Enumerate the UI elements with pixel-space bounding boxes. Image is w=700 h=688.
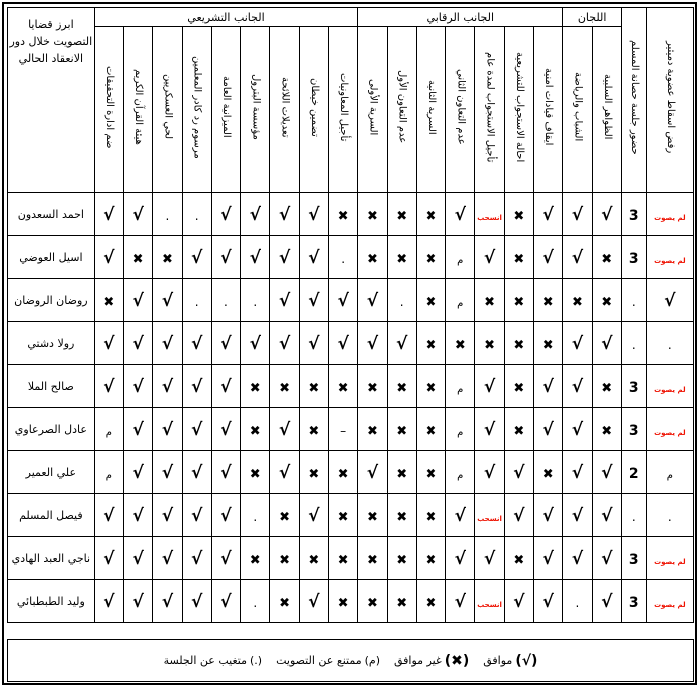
vote-legislative-7: ✖ [299,537,328,580]
vote-oversight-6: ✖ [533,451,562,494]
vote-oversight-2: ✖ [416,236,445,279]
vote-legislative-1: √ [123,537,152,580]
vote-legislative-5: . [241,580,270,623]
vote-legislative-3: √ [182,236,211,279]
vote-oversight-2: ✖ [416,322,445,365]
corner-title: ابرز قضايا التصويت خلال دور الانعقاد الحالي [8,8,95,193]
vote-legislative-2: √ [153,580,182,623]
vote-legislative-6: √ [270,193,299,236]
vote-legislative-1: √ [123,408,152,451]
vote-legislative-0: √ [94,494,123,537]
vote-legislative-4: √ [211,580,240,623]
vote-committees-1: √ [592,322,621,365]
vote-legislative-2: √ [153,451,182,494]
vote-reject-membership: لم يصوت [646,236,693,279]
col-header-committees-1: الظواهر السلبية [592,27,621,193]
vote-committees-0: √ [563,322,592,365]
vote-legislative-5: ✖ [241,365,270,408]
table-row [8,365,694,408]
table-row [8,580,694,623]
col-header-legislative-2: لحي العسكريين [153,27,182,193]
vote-legislative-5: √ [241,193,270,236]
vote-oversight-6: √ [533,193,562,236]
vote-legislative-3: √ [182,451,211,494]
col-header-legislative-7: تضمين خيطان [299,27,328,193]
vote-oversight-5: √ [504,580,533,623]
vote-reject-membership: . [646,494,693,537]
group-committees-header: اللجان [563,8,622,27]
vote-oversight-6: √ [533,580,562,623]
vote-oversight-6: √ [533,236,562,279]
attendance-value: 3 [621,365,646,408]
vote-committees-1: ✖ [592,408,621,451]
vote-oversight-5: ✖ [504,537,533,580]
vote-oversight-4: √ [475,408,504,451]
vote-legislative-0: م [94,408,123,451]
vote-oversight-1: ✖ [387,236,416,279]
vote-committees-1: ✖ [592,279,621,322]
vote-oversight-2: ✖ [416,193,445,236]
vote-legislative-5: ✖ [241,537,270,580]
col-header-legislative-0: ضم ادارة التحقيقات [94,27,123,193]
attendance-value: 3 [621,408,646,451]
vote-legislative-2: ✖ [153,236,182,279]
vote-oversight-0: ✖ [358,193,387,236]
vote-reject-membership: . [646,322,693,365]
vote-legislative-6: ✖ [270,537,299,580]
vote-legislative-8: ✖ [328,451,357,494]
col-header-legislative-1: هيئة القرآن الكريم [123,27,152,193]
vote-legislative-5: √ [241,322,270,365]
vote-oversight-0: ✖ [358,537,387,580]
vote-committees-0: √ [563,451,592,494]
vote-reject-membership: لم يصوت [646,408,693,451]
vote-legislative-7: √ [299,494,328,537]
legend-agree [483,653,537,669]
vote-legislative-1: √ [123,451,152,494]
vote-oversight-0: ✖ [358,365,387,408]
vote-oversight-5: √ [504,494,533,537]
table-row [8,537,694,580]
legend-absent [164,654,263,667]
vote-reject-membership: لم يصوت [646,365,693,408]
vote-oversight-0: ✖ [358,580,387,623]
vote-oversight-4: √ [475,451,504,494]
vote-legislative-2: √ [153,365,182,408]
vote-committees-0: ✖ [563,279,592,322]
vote-committees-1: ✖ [592,236,621,279]
vote-legislative-1: √ [123,279,152,322]
vote-legislative-3: . [182,193,211,236]
vote-legislative-0: √ [94,365,123,408]
vote-oversight-3: ✖ [446,322,475,365]
member-name: علي العمير [8,451,95,494]
table-row [8,236,694,279]
vote-oversight-0: ✖ [358,236,387,279]
attendance-value: . [621,279,646,322]
col-header-oversight-6: ايقاف قيادات امنية [533,27,562,193]
vote-oversight-1: √ [387,322,416,365]
vote-legislative-7: ✖ [299,365,328,408]
vote-legislative-0: √ [94,322,123,365]
legend-abstain-label: ممتنع عن التصويت [276,654,362,667]
vote-oversight-4: انسحب [475,494,504,537]
vote-legislative-8: ✖ [328,193,357,236]
vote-legislative-7: ✖ [299,408,328,451]
legend-abstain-symbol: (م) [364,654,380,667]
legend-disagree [394,653,469,669]
vote-legislative-4: √ [211,451,240,494]
vote-legislative-4: . [211,279,240,322]
col-header-legislative-5: مؤسسة البترول [241,27,270,193]
vote-committees-0: √ [563,537,592,580]
attendance-value: 3 [621,537,646,580]
col-header-legislative-8: تأجيل المعاونيات [328,27,357,193]
vote-legislative-7: √ [299,322,328,365]
vote-oversight-1: ✖ [387,451,416,494]
vote-oversight-3: √ [446,494,475,537]
member-name: صالح الملا [8,365,95,408]
vote-legislative-6: √ [270,279,299,322]
vote-legislative-3: √ [182,322,211,365]
vote-legislative-1: √ [123,580,152,623]
vote-legislative-8: ✖ [328,580,357,623]
vote-oversight-0: √ [358,279,387,322]
vote-oversight-2: ✖ [416,408,445,451]
vote-oversight-1: ✖ [387,537,416,580]
vote-reject-membership: √ [646,279,693,322]
vote-oversight-0: ✖ [358,408,387,451]
vote-legislative-2: . [153,193,182,236]
legend-agree-label: موافق [483,654,513,667]
vote-oversight-1: ✖ [387,494,416,537]
vote-oversight-3: م [446,236,475,279]
vote-committees-0: . [563,580,592,623]
col-reject-membership-header: رفض اسقاط عضوية دميثير [646,8,693,193]
vote-legislative-4: √ [211,537,240,580]
member-name: عادل الصرعاوي [8,408,95,451]
vote-oversight-0: ✖ [358,494,387,537]
vote-committees-1: √ [592,537,621,580]
vote-oversight-5: ✖ [504,408,533,451]
vote-oversight-3: م [446,408,475,451]
vote-oversight-3: م [446,365,475,408]
vote-oversight-3: م [446,451,475,494]
vote-legislative-6: √ [270,236,299,279]
vote-legislative-5: . [241,279,270,322]
attendance-value: 3 [621,236,646,279]
vote-legislative-6: √ [270,451,299,494]
vote-committees-0: √ [563,193,592,236]
vote-legislative-7: √ [299,193,328,236]
vote-legislative-5: . [241,494,270,537]
voting-table [7,7,694,623]
vote-legislative-3: √ [182,494,211,537]
vote-oversight-1: ✖ [387,365,416,408]
vote-oversight-5: ✖ [504,193,533,236]
vote-legislative-0: √ [94,236,123,279]
vote-oversight-5: √ [504,451,533,494]
vote-oversight-5: ✖ [504,236,533,279]
vote-oversight-2: ✖ [416,451,445,494]
voting-record-sheet [2,2,697,685]
vote-legislative-8: ✖ [328,494,357,537]
legend-agree-symbol: (√) [515,652,538,669]
vote-oversight-4: انسحب [475,580,504,623]
member-name: رولا دشتي [8,322,95,365]
member-name: اسيل العوضي [8,236,95,279]
vote-legislative-2: √ [153,322,182,365]
vote-legislative-7: √ [299,580,328,623]
vote-legislative-7: ✖ [299,451,328,494]
vote-legislative-4: √ [211,193,240,236]
vote-oversight-2: ✖ [416,365,445,408]
vote-legislative-3: √ [182,408,211,451]
vote-committees-0: √ [563,236,592,279]
vote-oversight-6: √ [533,494,562,537]
vote-oversight-6: √ [533,408,562,451]
legend-disagree-symbol: (✖) [444,652,470,669]
vote-oversight-6: √ [533,537,562,580]
vote-oversight-4: √ [475,236,504,279]
vote-oversight-4: √ [475,537,504,580]
vote-legislative-4: √ [211,322,240,365]
vote-legislative-4: √ [211,408,240,451]
vote-legislative-1: √ [123,193,152,236]
vote-oversight-0: √ [358,451,387,494]
col-header-legislative-3: مرسوم رد كادر المعلمين [182,27,211,193]
vote-legislative-2: √ [153,494,182,537]
vote-oversight-4: انسحب [475,193,504,236]
vote-legislative-5: ✖ [241,408,270,451]
vote-committees-1: ✖ [592,365,621,408]
col-header-oversight-2: السرية الثانية [416,27,445,193]
vote-legislative-8: √ [328,322,357,365]
legend-absent-symbol: (.) [250,654,263,667]
vote-legislative-5: √ [241,236,270,279]
table-row [8,322,694,365]
vote-committees-0: √ [563,408,592,451]
vote-oversight-1: ✖ [387,193,416,236]
vote-oversight-4: √ [475,365,504,408]
vote-oversight-1: ✖ [387,580,416,623]
vote-oversight-0: √ [358,322,387,365]
vote-legislative-4: √ [211,236,240,279]
vote-legislative-0: √ [94,580,123,623]
vote-oversight-3: √ [446,193,475,236]
vote-oversight-5: ✖ [504,279,533,322]
col-header-oversight-1: عدم التعاون الأول [387,27,416,193]
legend-abstain [276,654,380,667]
col-header-oversight-4: تأجيل الاستجواب لمدة عام [475,27,504,193]
vote-committees-1: √ [592,451,621,494]
vote-legislative-2: √ [153,279,182,322]
vote-legislative-8: √ [328,279,357,322]
group-legislative-header: الجانب التشريعي [94,8,358,27]
col-header-legislative-6: تعديلات اللائحة [270,27,299,193]
vote-oversight-5: ✖ [504,322,533,365]
vote-committees-0: √ [563,365,592,408]
vote-oversight-6: √ [533,365,562,408]
vote-committees-1: √ [592,580,621,623]
col-header-committees-0: الشباب والرياضة [563,27,592,193]
vote-legislative-0: ✖ [94,279,123,322]
member-name: وليد الطبطبائي [8,580,95,623]
legend-disagree-label: غير موافق [394,654,442,667]
vote-legislative-1: √ [123,322,152,365]
vote-committees-0: √ [563,494,592,537]
table-row [8,193,694,236]
vote-legislative-2: √ [153,408,182,451]
vote-oversight-1: . [387,279,416,322]
vote-legislative-8: ✖ [328,537,357,580]
vote-oversight-4: ✖ [475,322,504,365]
table-row [8,408,694,451]
attendance-value: 3 [621,580,646,623]
attendance-value: 2 [621,451,646,494]
col-attendance-header: حضور جلسة حصانة المسلم [621,8,646,193]
vote-oversight-4: ✖ [475,279,504,322]
vote-oversight-3: √ [446,537,475,580]
member-name: احمد السعدون [8,193,95,236]
vote-legislative-0: م [94,451,123,494]
col-header-oversight-3: عدم التعاون الثاني [446,27,475,193]
vote-legislative-3: . [182,279,211,322]
vote-legislative-7: √ [299,279,328,322]
member-name: فيصل المسلم [8,494,95,537]
vote-oversight-6: ✖ [533,279,562,322]
member-name: روضان الروضان [8,279,95,322]
attendance-value: . [621,494,646,537]
vote-legislative-1: √ [123,365,152,408]
table-row [8,451,694,494]
vote-reject-membership: لم يصوت [646,580,693,623]
attendance-value: 3 [621,193,646,236]
col-header-oversight-0: السرية الأولى [358,27,387,193]
vote-legislative-1: √ [123,494,152,537]
vote-legislative-3: √ [182,537,211,580]
vote-legislative-4: √ [211,494,240,537]
vote-oversight-6: ✖ [533,322,562,365]
vote-legislative-5: ✖ [241,451,270,494]
member-name: ناجي العبد الهادي [8,537,95,580]
vote-reject-membership: لم يصوت [646,537,693,580]
vote-oversight-2: ✖ [416,279,445,322]
vote-legislative-6: ✖ [270,494,299,537]
vote-oversight-2: ✖ [416,580,445,623]
attendance-value: . [621,322,646,365]
vote-legislative-3: √ [182,580,211,623]
vote-legislative-7: √ [299,236,328,279]
vote-committees-1: √ [592,193,621,236]
legend [7,639,694,682]
table-row [8,494,694,537]
vote-legislative-4: √ [211,365,240,408]
vote-legislative-0: √ [94,537,123,580]
vote-oversight-1: ✖ [387,408,416,451]
vote-legislative-8: ✖ [328,365,357,408]
vote-legislative-8: – [328,408,357,451]
col-header-oversight-5: احالة الاستجواب للتشريعية [504,27,533,193]
vote-oversight-2: ✖ [416,494,445,537]
vote-legislative-6: √ [270,408,299,451]
vote-legislative-6: √ [270,322,299,365]
vote-legislative-1: ✖ [123,236,152,279]
vote-legislative-6: ✖ [270,365,299,408]
vote-committees-1: √ [592,494,621,537]
vote-legislative-6: ✖ [270,580,299,623]
vote-legislative-2: √ [153,537,182,580]
vote-reject-membership: لم يصوت [646,193,693,236]
vote-legislative-0: √ [94,193,123,236]
vote-oversight-2: ✖ [416,537,445,580]
vote-oversight-3: √ [446,580,475,623]
vote-oversight-5: ✖ [504,365,533,408]
vote-reject-membership: م [646,451,693,494]
legend-absent-label: متغيب عن الجلسة [163,654,247,667]
col-header-legislative-4: الميزانية العامة [211,27,240,193]
vote-legislative-3: √ [182,365,211,408]
group-oversight-header: الجانب الرقابي [358,8,563,27]
vote-legislative-8: . [328,236,357,279]
table-row [8,279,694,322]
vote-oversight-3: م [446,279,475,322]
